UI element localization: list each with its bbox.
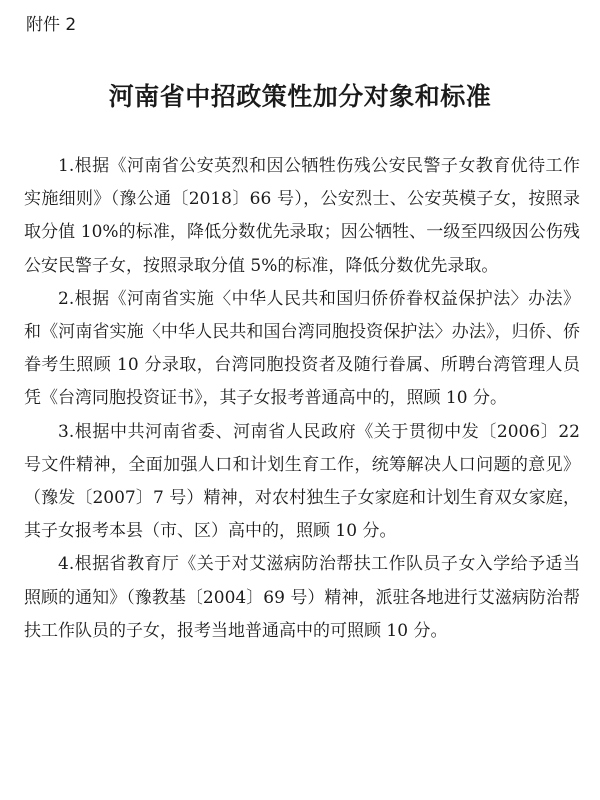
document-body (24, 150, 580, 648)
attachment-label: 附件 2 (26, 15, 77, 35)
document-title: 河南省中招政策性加分对象和标准 (108, 82, 492, 111)
paragraph-1: 1.根据《河南省公安英烈和因公牺牲伤残公安民警子女教育优待工作实施细则》（豫公通〔2018〕66 号），公安烈士、公安英模子女，按照录取分值 10%的标准，降低分数优先录取；因公牺牲、一级至四级因公伤残公安民警子女，按照录取分值 5%的标准，降低分数优先录取。 (24, 156, 580, 276)
paragraph-4: 4.根据省教育厅《关于对艾滋病防治帮扶工作队员子女入学给予适当照顾的通知》（豫教基〔2004〕69 号）精神，派驻各地进行艾滋病防治帮扶工作队员的子女，报考当地普通高中的可照顾 10 分。 (24, 554, 580, 641)
paragraph-2: 2.根据《河南省实施〈中华人民共和国归侨侨眷权益保护法〉办法》和《河南省实施〈中华人民共和国台湾同胞投资保护法〉办法》，归侨、侨眷考生照顾 10 分录取，台湾同胞投资者及随行眷属、所聘台湾管理人员凭《台湾同胞投资证书》，其子女报考普通高中的，照顾 10 分。 (24, 288, 580, 409)
paragraph-3: 3.根据中共河南省委、河南省人民政府《关于贯彻中发〔2006〕22 号文件精神，全面加强人口和计划生育工作，统筹解决人口问题的意见》（豫发〔2007〕7 号）精神，对农村独生子女家庭和计划生育双女家庭，其子女报考本县（市、区）高中的，照顾 10 分。 (24, 421, 580, 542)
